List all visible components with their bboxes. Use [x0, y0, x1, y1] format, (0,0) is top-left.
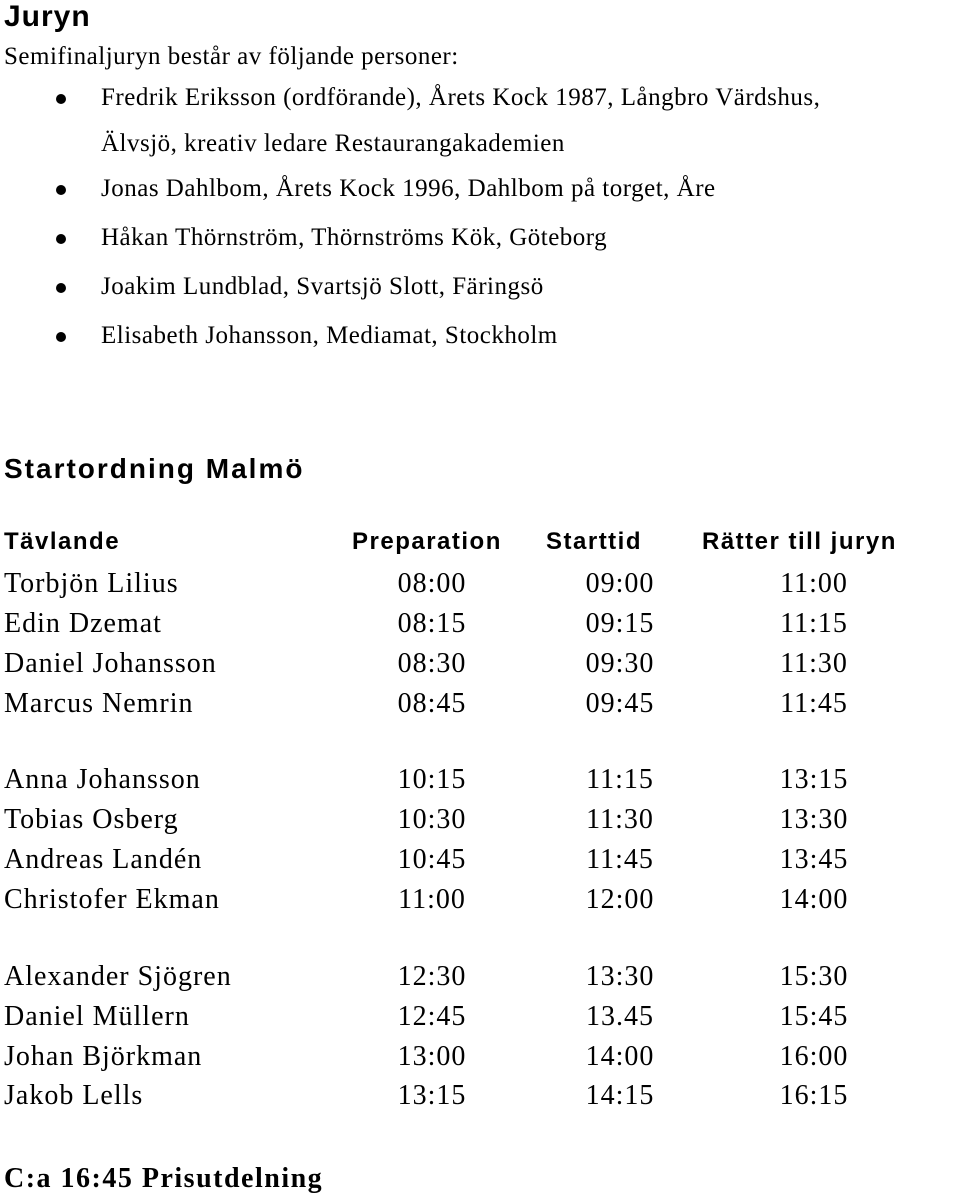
- cell-competitor: Anna Johansson: [4, 764, 201, 795]
- cell-competitor: Alexander Sjögren: [4, 961, 232, 992]
- jury-member-line: Älvsjö, kreativ ledare Restaurangakademien: [101, 130, 565, 157]
- cell-to-jury: 11:30: [780, 648, 848, 679]
- cell-to-jury: 11:00: [780, 568, 848, 599]
- cell-preparation: 08:30: [397, 648, 467, 679]
- jury-member-line: Jonas Dahlbom, Årets Kock 1996, Dahlbom på torget, Åre: [101, 175, 716, 202]
- table-row: [0, 684, 960, 724]
- cell-start: 11:15: [586, 764, 654, 795]
- cell-start: 13.45: [586, 1001, 654, 1032]
- cell-start: 14:00: [585, 1041, 655, 1072]
- cell-preparation: 12:30: [397, 961, 467, 992]
- bullet-icon: [56, 94, 66, 104]
- bullet-icon: [56, 234, 66, 244]
- table-row: [0, 644, 960, 684]
- cell-start: 09:15: [585, 608, 655, 639]
- jury-member: [0, 75, 960, 167]
- cell-preparation: 08:00: [397, 568, 467, 599]
- table-row: [0, 760, 960, 800]
- jury-member: [0, 313, 960, 359]
- cell-to-jury: 15:45: [779, 1001, 849, 1032]
- header-start: Starttid: [546, 528, 642, 555]
- cell-start: 09:00: [585, 568, 655, 599]
- bullet-icon: [56, 185, 66, 195]
- header-preparation: Preparation: [352, 528, 502, 555]
- header-to-jury: Rätter till juryn: [702, 528, 897, 555]
- schedule-header-row: [0, 524, 960, 560]
- cell-to-jury: 16:15: [779, 1080, 849, 1111]
- cell-start: 11:45: [586, 844, 654, 875]
- cell-preparation: 08:15: [397, 608, 467, 639]
- table-row: [0, 604, 960, 644]
- table-row: [0, 1037, 960, 1077]
- cell-preparation: 12:45: [397, 1001, 467, 1032]
- cell-start: 09:30: [585, 648, 655, 679]
- cell-competitor: Jakob Lells: [4, 1080, 144, 1111]
- cell-competitor: Andreas Landén: [4, 844, 203, 875]
- cell-competitor: Edin Dzemat: [4, 608, 162, 639]
- table-row: [0, 1076, 960, 1116]
- cell-start: 11:30: [586, 804, 654, 835]
- bullet-icon: [56, 332, 66, 342]
- jury-member-line: Håkan Thörnström, Thörnströms Kök, Göteborg: [101, 224, 608, 251]
- cell-competitor: Marcus Nemrin: [4, 688, 194, 719]
- cell-start: 13:30: [585, 961, 655, 992]
- cell-preparation: 10:45: [397, 844, 467, 875]
- schedule-title: Startordning Malmö: [4, 453, 305, 484]
- table-row: [0, 997, 960, 1037]
- cell-to-jury: 11:15: [780, 608, 848, 639]
- table-row: [0, 564, 960, 604]
- cell-preparation: 10:30: [397, 804, 467, 835]
- bullet-icon: [56, 283, 66, 293]
- cell-preparation: 11:00: [398, 884, 466, 915]
- cell-to-jury: 15:30: [779, 961, 849, 992]
- jury-member: [0, 166, 960, 212]
- cell-preparation: 10:15: [397, 764, 467, 795]
- cell-to-jury: 14:00: [779, 884, 849, 915]
- cell-to-jury: 16:00: [779, 1041, 849, 1072]
- cell-competitor: Daniel Johansson: [4, 648, 217, 679]
- jury-member-line: Joakim Lundblad, Svartsjö Slott, Färingsö: [101, 273, 544, 300]
- header-competitor: Tävlande: [4, 528, 121, 555]
- cell-preparation: 13:00: [397, 1041, 467, 1072]
- jury-member-line: Fredrik Eriksson (ordförande), Årets Kock 1987, Långbro Värdshus,: [101, 84, 821, 111]
- cell-competitor: Tobias Osberg: [4, 804, 179, 835]
- cell-start: 14:15: [585, 1080, 655, 1111]
- cell-competitor: Johan Björkman: [4, 1041, 203, 1072]
- cell-preparation: 13:15: [397, 1080, 467, 1111]
- cell-to-jury: 13:45: [779, 844, 849, 875]
- cell-to-jury: 13:15: [779, 764, 849, 795]
- cell-start: 12:00: [585, 884, 655, 915]
- prize-ceremony-note: C:a 16:45 Prisutdelning: [4, 1163, 324, 1194]
- cell-preparation: 08:45: [397, 688, 467, 719]
- jury-member-line: Elisabeth Johansson, Mediamat, Stockholm: [101, 322, 558, 349]
- cell-competitor: Daniel Müllern: [4, 1001, 190, 1032]
- table-row: [0, 800, 960, 840]
- table-row: [0, 880, 960, 920]
- jury-member: [0, 264, 960, 310]
- jury-member: [0, 215, 960, 261]
- cell-start: 09:45: [585, 688, 655, 719]
- cell-competitor: Christofer Ekman: [4, 884, 220, 915]
- cell-competitor: Torbjön Lilius: [4, 568, 179, 599]
- table-row: [0, 840, 960, 880]
- jury-intro: Semifinaljuryn består av följande personer:: [4, 43, 459, 70]
- table-row: [0, 957, 960, 997]
- cell-to-jury: 11:45: [780, 688, 848, 719]
- cell-to-jury: 13:30: [779, 804, 849, 835]
- jury-title: Juryn: [4, 0, 91, 33]
